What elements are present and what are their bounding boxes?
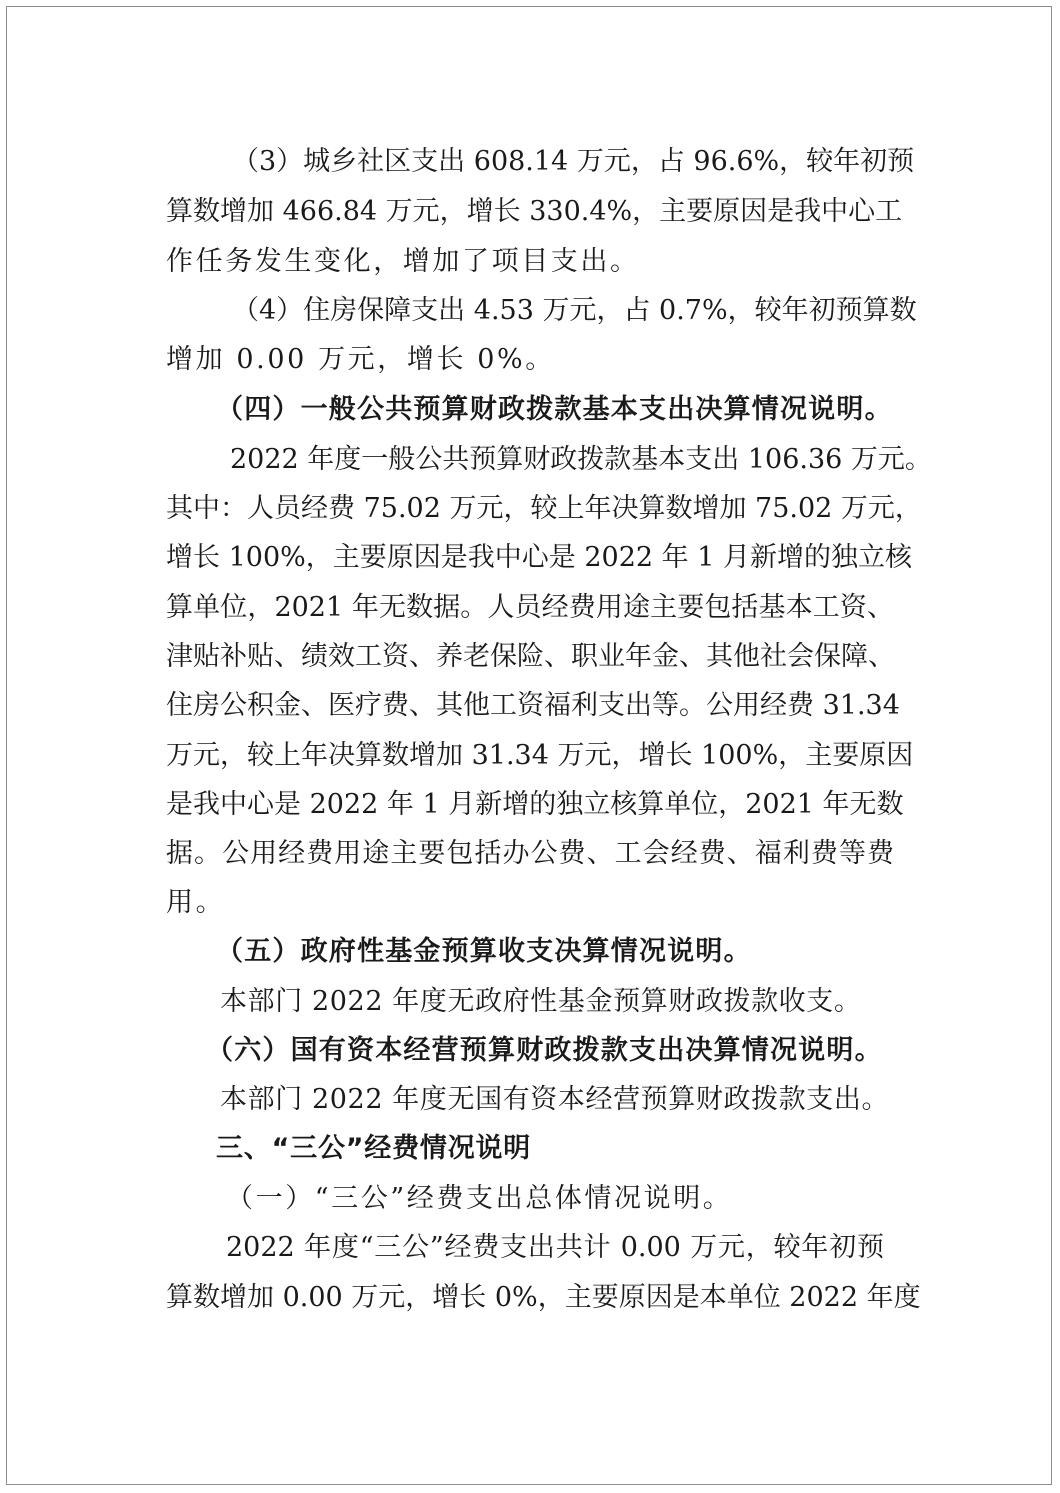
paragraph-line: 算数增加 466.84 万元，增长 330.4%，主要原因是我中心工 [166, 196, 903, 227]
paragraph-line: 算数增加 0.00 万元，增长 0%，主要原因是本单位 2022 年度 [166, 1282, 921, 1313]
paragraph-line: （4）住房保障支出 4.53 万元，占 0.7%，较年初预算数 [232, 295, 917, 326]
paragraph-line: 是我中心是 2022 年 1 月新增的独立核算单位，2021 年无数 [166, 789, 904, 820]
section-heading: （四）一般公共预算财政拨款基本支出决算情况说明。 [216, 394, 893, 425]
section-heading: （六）国有资本经营预算财政拨款支出决算情况说明。 [206, 1035, 883, 1066]
paragraph-line: 津贴补贴、绩效工资、养老保险、职业年金、其他社会保障、 [166, 641, 895, 672]
chapter-heading: 三、“三公”经费情况说明 [216, 1133, 532, 1164]
paragraph-line: 增加 0.00 万元，增长 0%。 [166, 344, 555, 375]
paragraph-line: 算单位，2021 年无数据。人员经费用途主要包括基本工资、 [166, 592, 894, 623]
paragraph-line: 2022 年度一般公共预算财政拨款基本支出 106.36 万元。 [230, 444, 932, 475]
paragraph-line: 作任务发生变化，增加了项目支出。 [166, 246, 640, 277]
paragraph-line: （3）城乡社区支出 608.14 万元，占 96.6%，较年初预 [232, 146, 915, 177]
paragraph-line: 据。公用经费用途主要包括办公费、工会经费、福利费等费 [166, 838, 894, 869]
paragraph-line: 本部门 2022 年度无国有资本经营预算财政拨款支出。 [220, 1084, 890, 1115]
paragraph-line: 2022 年度“三公”经费支出共计 0.00 万元，较年初预 [226, 1232, 884, 1263]
paragraph-line: 万元，较上年决算数增加 31.34 万元，增长 100%，主要原因 [166, 740, 914, 771]
section-heading: （五）政府性基金预算收支决算情况说明。 [216, 936, 752, 967]
paragraph-line: 其中：人员经费 75.02 万元，较上年决算数增加 75.02 万元， [166, 493, 922, 524]
section-heading: （一）“三公”经费支出总体情况说明。 [226, 1183, 733, 1214]
paragraph-line: 增长 100%，主要原因是我中心是 2022 年 1 月新增的独立核 [166, 542, 912, 573]
paragraph-line: 用。 [166, 887, 226, 918]
paragraph-line: 住房公积金、医疗费、其他工资福利支出等。公用经费 31.34 [166, 690, 900, 721]
paragraph-line: 本部门 2022 年度无政府性基金预算财政拨款收支。 [220, 986, 862, 1017]
